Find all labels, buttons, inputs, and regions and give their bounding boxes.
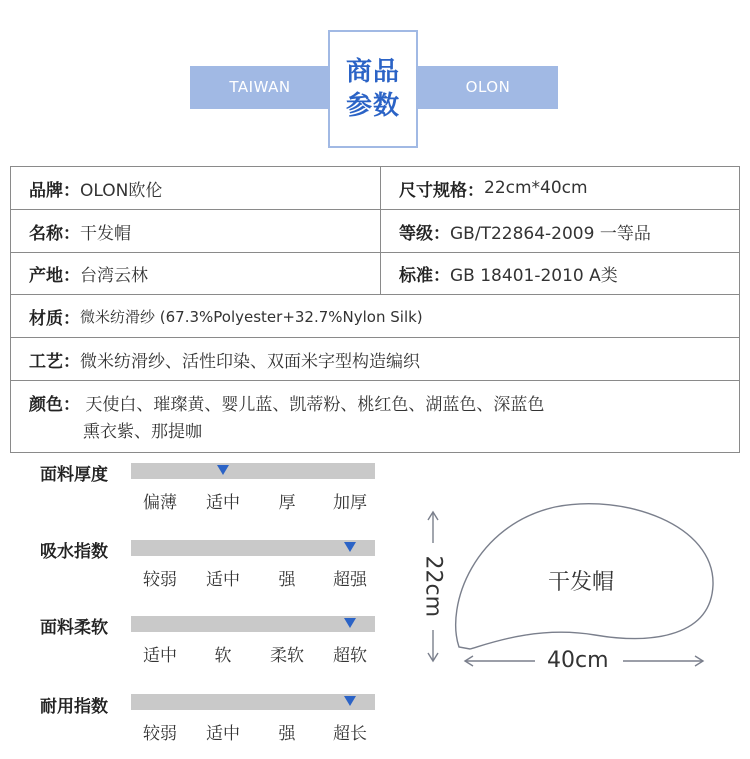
rating-bar bbox=[131, 694, 375, 710]
banner-title-box bbox=[328, 30, 418, 148]
craft-label: 工艺： bbox=[29, 351, 80, 372]
rating-tick: 柔软 bbox=[270, 646, 304, 666]
craft-cell bbox=[11, 338, 739, 380]
rating-title: 吸水指数 bbox=[40, 542, 108, 562]
table-row bbox=[11, 167, 739, 210]
rating-tick: 超软 bbox=[333, 646, 367, 666]
rating-tick: 较弱 bbox=[143, 570, 177, 590]
rating-tick: 超长 bbox=[333, 724, 367, 744]
rating-tick: 适中 bbox=[206, 493, 240, 513]
craft-value: 微米纺滑纱、活性印染、双面米字型构造编织 bbox=[80, 351, 420, 372]
banner-title-line2: 参数 bbox=[345, 91, 400, 121]
rating-tick: 较弱 bbox=[143, 724, 177, 744]
size-value: 22cm*40cm bbox=[484, 178, 588, 198]
color-value-line1: 天使白、璀璨黄、婴儿蓝、凯蒂粉、桃红色、湖蓝色、深蓝色 bbox=[85, 395, 545, 415]
rating-title: 面料柔软 bbox=[40, 618, 108, 638]
rating-bar bbox=[131, 463, 375, 479]
standard-label: 标准： bbox=[399, 266, 450, 286]
banner-right-text: OLON bbox=[465, 78, 511, 96]
rating-title: 耐用指数 bbox=[40, 697, 108, 717]
size-cell bbox=[380, 167, 739, 209]
grade-label: 等级： bbox=[399, 223, 450, 244]
table-row bbox=[11, 381, 739, 452]
color-cell bbox=[11, 381, 739, 452]
hat-illustration bbox=[415, 495, 735, 689]
table-row bbox=[11, 338, 739, 381]
brand-cell bbox=[11, 167, 399, 209]
color-value-line2: 熏衣紫、那提咖 bbox=[83, 422, 202, 442]
hat-label: 干发帽 bbox=[548, 570, 615, 595]
material-value: 微米纺滑纱 (67.3%Polyester+32.7%Nylon Silk) bbox=[80, 307, 423, 326]
grade-cell bbox=[380, 210, 739, 252]
name-label: 名称： bbox=[29, 223, 80, 244]
table-row bbox=[11, 295, 739, 338]
rating-marker bbox=[344, 542, 356, 552]
rating-bar bbox=[131, 540, 375, 556]
rating-title: 面料厚度 bbox=[40, 465, 108, 485]
grade-value: GB/T22864-2009 一等品 bbox=[450, 223, 651, 244]
table-row bbox=[11, 253, 739, 295]
rating-tick: 强 bbox=[278, 724, 296, 744]
rating-tick: 厚 bbox=[278, 493, 296, 513]
rating-marker bbox=[344, 696, 356, 706]
rating-tick: 软 bbox=[214, 646, 232, 666]
banner-title-line1: 商品 bbox=[345, 57, 400, 87]
rating-tick: 偏薄 bbox=[143, 493, 177, 513]
material-label: 材质： bbox=[29, 308, 80, 329]
parameter-table bbox=[10, 166, 740, 453]
rating-tick: 适中 bbox=[206, 570, 240, 590]
width-label: 40cm bbox=[547, 648, 609, 673]
origin-label: 产地： bbox=[29, 266, 80, 286]
rating-marker bbox=[344, 618, 356, 628]
brand-value: OLON欧伦 bbox=[80, 180, 163, 201]
material-cell bbox=[11, 295, 739, 337]
rating-tick: 适中 bbox=[143, 646, 177, 666]
standard-value: GB 18401-2010 A类 bbox=[450, 266, 618, 286]
rating-marker bbox=[217, 465, 229, 475]
rating-bar bbox=[131, 616, 375, 632]
rating-tick: 超强 bbox=[333, 570, 367, 590]
rating-tick: 适中 bbox=[206, 724, 240, 744]
brand-label: 品牌： bbox=[29, 180, 80, 201]
color-label: 颜色： bbox=[29, 395, 80, 415]
banner-left-text: TAIWAN bbox=[229, 78, 291, 96]
table-row bbox=[11, 210, 739, 253]
origin-cell bbox=[11, 253, 399, 294]
size-label: 尺寸规格： bbox=[399, 180, 484, 201]
standard-cell bbox=[380, 253, 739, 294]
rating-tick: 强 bbox=[278, 570, 296, 590]
rating-tick: 加厚 bbox=[333, 493, 367, 513]
name-cell bbox=[11, 210, 399, 252]
name-value: 干发帽 bbox=[80, 223, 131, 244]
origin-value: 台湾云林 bbox=[80, 266, 148, 286]
height-label: 22cm bbox=[420, 555, 446, 618]
